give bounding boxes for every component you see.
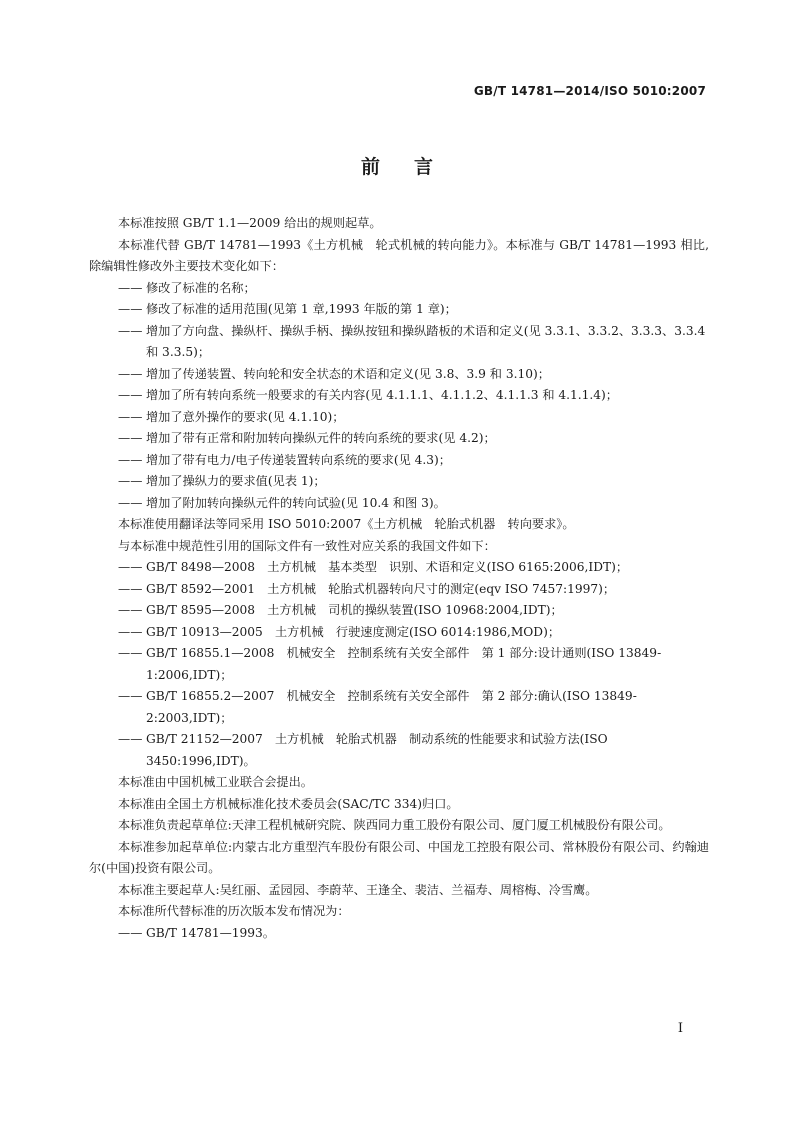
- list-item-text: GB/T 14781—1993。: [146, 925, 275, 940]
- list-item: [89, 557, 709, 579]
- page-number: I: [677, 1021, 683, 1036]
- list-item-text: GB/T 16855.1—2008 机械安全 控制系统有关安全部件 第 1 部分:设计通则(ISO 13849-1:2006,IDT)；: [146, 646, 662, 682]
- dash-marker: ——: [118, 646, 143, 660]
- list-item-text: GB/T 21152—2007 土方机械 轮胎式机器 制动系统的性能要求和试验方法(ISO 3450:1996,IDT)。: [146, 732, 608, 768]
- list-item: [89, 600, 709, 622]
- list-item: [89, 643, 709, 686]
- paragraph: 本标准参加起草单位:内蒙古北方重型汽车股份有限公司、中国龙工控股有限公司、常林股份有限公司、约翰迪尔(中国)投资有限公司。: [89, 839, 709, 875]
- paragraph: 本标准代替 GB/T 14781—1993《土方机械 轮式机械的转向能力》。本标准与 GB/T 14781—1993 相比,除编辑性修改外主要技术变化如下：: [89, 237, 709, 273]
- paragraph: 本标准按照 GB/T 1.1—2009 给出的规则起草。: [118, 216, 382, 230]
- list-item-text: 增加了操纵力的要求值(见表 1)；: [146, 474, 326, 488]
- list-item-text: 增加了传递装置、转向轮和安全状态的术语和定义(见 3.8、3.9 和 3.10)；: [146, 366, 550, 381]
- dash-marker: ——: [118, 689, 143, 703]
- history-list: [89, 923, 709, 945]
- list-item: [89, 299, 709, 321]
- paragraph: 本标准主要起草人:吴红丽、孟园园、李蔚苹、王逢全、裴洁、兰福寿、周榕梅、冷雪鹰。: [118, 882, 598, 897]
- dash-marker: ——: [118, 474, 143, 488]
- list-item-text: 增加了意外操作的要求(见 4.1.10)；: [146, 409, 345, 424]
- dash-marker: ——: [118, 366, 143, 381]
- dash-marker: ——: [118, 452, 143, 467]
- dash-marker: ——: [118, 302, 143, 316]
- list-item: [89, 493, 709, 515]
- list-item: [89, 622, 709, 644]
- dash-marker: ——: [118, 624, 143, 639]
- list-item-text: GB/T 16855.2—2007 机械安全 控制系统有关安全部件 第 2 部分:确认(ISO 13849-2:2003,IDT)；: [146, 689, 637, 725]
- dash-marker: ——: [118, 732, 143, 746]
- dash-marker: ——: [118, 925, 143, 940]
- list-item-text: 增加了所有转向系统一般要求的有关内容(见 4.1.1.1、4.1.1.2、4.1.1.3 和 4.1.1.4)；: [146, 388, 618, 402]
- list-item-text: 修改了标准的适用范围(见第 1 章,1993 年版的第 1 章)；: [146, 302, 457, 316]
- page-title: 前言: [360, 156, 467, 178]
- paragraph: 本标准由中国机械工业联合会提出。: [118, 775, 313, 789]
- dash-marker: ——: [118, 495, 143, 510]
- changes-list: [89, 278, 709, 515]
- dash-marker: ——: [118, 280, 143, 295]
- list-item: [89, 471, 709, 493]
- paragraph: 本标准由全国土方机械标准化技术委员会(SAC/TC 334)归口。: [118, 796, 459, 811]
- list-item-text: 增加了方向盘、操纵杆、操纵手柄、操纵按钮和操纵踏板的术语和定义(见 3.3.1、3.3.2、3.3.3、3.3.4和 3.3.5)；: [146, 323, 706, 359]
- list-item: [89, 686, 709, 729]
- list-item: [89, 278, 709, 300]
- standard-code-header: GB/T 14781—2014/ISO 5010:2007: [473, 84, 706, 98]
- paragraph: 本标准使用翻译法等同采用 ISO 5010:2007《土方机械 轮胎式机器 转向要求》。: [118, 517, 575, 531]
- list-item-text: GB/T 8498—2008 土方机械 基本类型 识别、术语和定义(ISO 6165:2006,IDT)；: [146, 560, 629, 574]
- list-item: [89, 450, 709, 472]
- dash-marker: ——: [118, 388, 143, 402]
- dash-marker: ——: [118, 431, 143, 445]
- list-item: [89, 729, 709, 772]
- list-item: [89, 428, 709, 450]
- dash-marker: ——: [118, 581, 143, 596]
- list-item-text: 增加了附加转向操纵元件的转向试验(见 10.4 和图 3)。: [146, 495, 446, 510]
- list-item: [89, 385, 709, 407]
- list-item: [89, 407, 709, 429]
- paragraph: 本标准所代替标准的历次版本发布情况为：: [118, 904, 350, 918]
- references-list: [89, 557, 709, 772]
- list-item: [89, 923, 709, 945]
- list-item: [89, 321, 709, 364]
- dash-marker: ——: [118, 409, 143, 424]
- dash-marker: ——: [118, 603, 143, 617]
- list-item: [89, 579, 709, 601]
- list-item-text: GB/T 8592—2001 土方机械 轮胎式机器转向尺寸的测定(eqv ISO 7457:1997)；: [146, 581, 616, 596]
- paragraph: 本标准负责起草单位:天津工程机械研究院、陕西同力重工股份有限公司、厦门厦工机械股份有限公司。: [118, 818, 671, 832]
- paragraph: 与本标准中规范性引用的国际文件有一致性对应关系的我国文件如下：: [118, 538, 496, 553]
- dash-marker: ——: [118, 323, 143, 338]
- list-item-text: 修改了标准的名称；: [146, 280, 256, 295]
- list-item-text: 增加了带有正常和附加转向操纵元件的转向系统的要求(见 4.2)；: [146, 431, 496, 445]
- list-item: [89, 364, 709, 386]
- list-item-text: GB/T 10913—2005 土方机械 行驶速度测定(ISO 6014:1986,MOD)；: [146, 624, 561, 639]
- foreword-body: [89, 213, 709, 944]
- list-item-text: 增加了带有电力/电子传递装置转向系统的要求(见 4.3)；: [146, 452, 451, 467]
- list-item-text: GB/T 8595—2008 土方机械 司机的操纵装置(ISO 10968:2004,IDT)；: [146, 603, 563, 617]
- dash-marker: ——: [118, 560, 143, 574]
